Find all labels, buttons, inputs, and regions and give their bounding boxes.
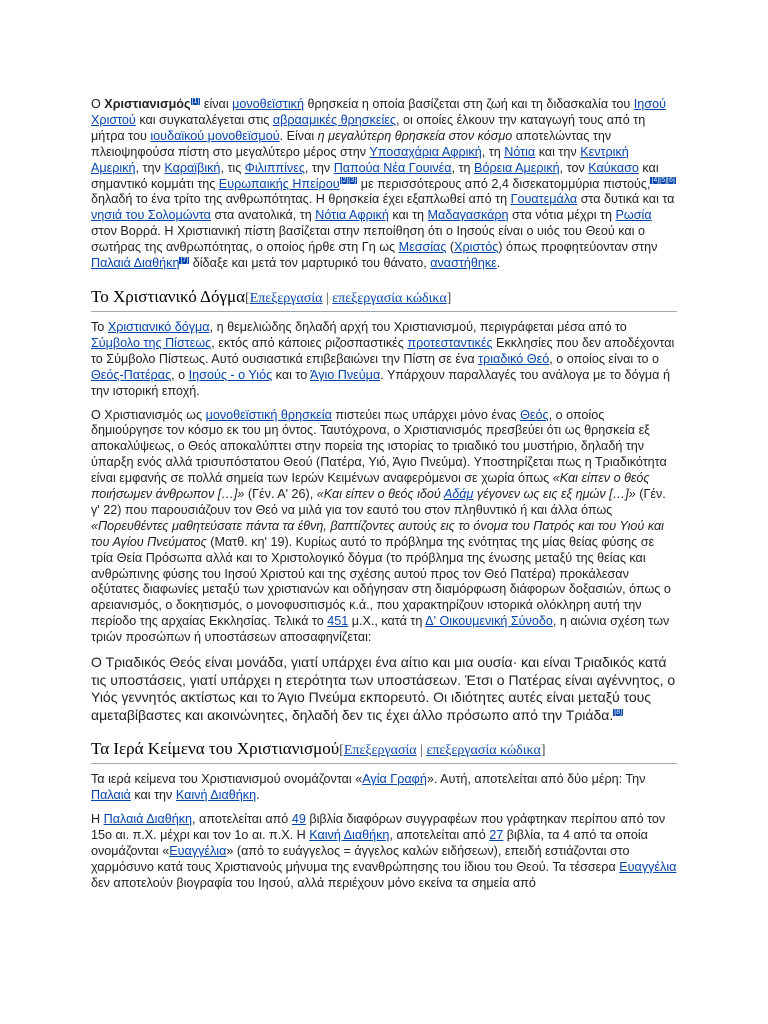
reference-mark[interactable] bbox=[179, 257, 189, 264]
italic-quote bbox=[317, 487, 636, 501]
bracket: [ bbox=[245, 290, 250, 306]
ref-link[interactable]: [4][5][6] bbox=[651, 177, 675, 185]
link-27[interactable]: 27 bbox=[489, 828, 504, 843]
link-central-america[interactable]: Κεντρική Αμερική bbox=[91, 144, 629, 175]
text: . Υπάρχουν παραλλαγές του ανάλογα με το δόγμα ή την ιστορική εποχή. bbox=[91, 367, 670, 398]
link-christian-dogma[interactable]: Χριστιανικό δόγμα bbox=[107, 319, 210, 334]
link-judaic-monotheism[interactable]: ιουδαϊκού μονοθεϊσμού bbox=[150, 128, 280, 143]
text: , η θεμελιώδης δηλαδή αρχή του Χριστιανισμού, περιγράφεται μέσα από το bbox=[209, 319, 627, 334]
text: είναι bbox=[200, 97, 233, 111]
link-holy-spirit[interactable]: Άγιο Πνεύμα bbox=[310, 367, 381, 382]
scriptures-paragraph-2 bbox=[91, 812, 677, 892]
link-fourth-council[interactable]: Δ' Οικουμενική Σύνοδο bbox=[425, 614, 553, 629]
text: , εκτός από κάποιες ριζοσπαστικές bbox=[211, 335, 408, 350]
section-heading-scriptures bbox=[91, 738, 677, 764]
quote-text: Ο Τριαδικός Θεός είναι μονάδα, γιατί υπάρχει ένα αίτιο και μια ουσία· και είναι Τριαδικός κατά τις υποστάσεις, γιατί υπάρχει η ετερότητα των υποστάσεων. Έτσι ο Πατέρας είναι αγέννητος, ο Υιός γεννητός ακτίστως και το Άγιο Πνεύμα εκπορευτό. Οι ιδιότητες αυτές είναι μεταξύ τους αμεταβίβαστες και ακοινώνητες, δηλαδή δεν τις έχει άλλο πρόσωπο από την Τριάδα. bbox=[91, 654, 676, 723]
text: και την bbox=[130, 788, 176, 803]
edit-link[interactable]: Επεξεργασία bbox=[343, 743, 417, 759]
edit-section-links bbox=[339, 743, 545, 758]
text: ) όπως προφητεύονταν στην bbox=[498, 240, 658, 255]
link-messiah[interactable]: Μεσσίας bbox=[398, 240, 447, 255]
ref-link[interactable]: [2][3] bbox=[340, 177, 357, 185]
link-god-father[interactable]: Θεός-Πατέρας bbox=[91, 367, 172, 382]
text: «Και είπεν ο θεός ιδού bbox=[316, 487, 444, 502]
link-north-america[interactable]: Βόρεια Αμερική bbox=[474, 160, 560, 175]
section-heading-dogma bbox=[91, 286, 677, 312]
link-south-america[interactable]: Νότια bbox=[504, 144, 536, 159]
link-451[interactable]: 451 bbox=[327, 614, 349, 629]
edit-link[interactable]: Επεξεργασία bbox=[249, 290, 323, 306]
text: βιβλία, τα 4 από τα οποία ονομάζονται « bbox=[91, 828, 648, 859]
text: (Ματθ. κη' 19). Κυρίως αυτό το πρόβλημα της ενότητας της μίας θείας φύσης σε τρία Θεία Πρόσωπα αλλά και το Χριστολογικό δόγμα (το πρόβλημα της ένωσης μεταξύ της θείας και ανθρώπινης φύσης του Ιησού Χριστού και της σχέσης αυτού προς τον Θεό Πατέρα) προκάλεσαν οξύτατες διαφωνίες μεταξύ των χριστιανών και οδήγησαν στη διαμόρφωση διάφορων δοξασιών, όπως ο αρειανισμός, ο δοκητισμός, ο μονοφυσιτισμός κ.ά., που χαρακτηρίζουν ιστορικά ολόκληρη αυτή την περίοδο της αρχαίας Εκκλησίας. Τελικά το bbox=[91, 534, 671, 629]
text: δεν αποτελούν βιογραφία του Ιησού, αλλά περιέχουν μόνο εκείνα τα σημεία από bbox=[91, 875, 536, 890]
text: . Είναι bbox=[279, 128, 318, 143]
link-god[interactable]: Θεός bbox=[520, 407, 549, 422]
text: δίδαξε και μετά τον μαρτυρικό του θάνατο, bbox=[189, 256, 431, 271]
ref-link[interactable]: [1] bbox=[191, 97, 200, 105]
link-jesus-son[interactable]: Ιησούς - ο Υιός bbox=[188, 367, 273, 382]
link-trinitarian-god[interactable]: τριαδικό Θεό bbox=[478, 351, 550, 366]
text: ». Αυτή, αποτελείται από δύο μέρη: Την bbox=[426, 772, 646, 787]
link-papua-new-guinea[interactable]: Παπούα Νέα Γουινέα bbox=[333, 160, 452, 175]
link-new-testament[interactable]: Καινή Διαθήκη bbox=[175, 788, 257, 803]
text: στα νότια μέχρι τη bbox=[508, 208, 616, 223]
text: , τη bbox=[481, 144, 505, 159]
text: Ο bbox=[91, 97, 105, 111]
text: , αποτελείται από bbox=[192, 812, 292, 827]
separator: | bbox=[322, 290, 333, 306]
reference-mark[interactable] bbox=[340, 177, 358, 184]
text: , ο οποίος είναι το ο bbox=[549, 351, 660, 366]
link-new-testament[interactable]: Καινή Διαθήκη bbox=[309, 828, 390, 843]
text: Ο Χριστιανισμός ως bbox=[91, 407, 206, 422]
text: και συγκαταλέγεται στις bbox=[135, 112, 273, 127]
text: δηλαδή το ένα τρίτο της ανθρωπότητας. Η θρησκεία έχει εξαπλωθεί από τη bbox=[91, 192, 511, 207]
text: , αποτελείται από bbox=[389, 828, 490, 843]
text: αποτελώντας την πλειοψηφούσα πίστη στο μεγαλύτερο μέρος στην bbox=[91, 128, 612, 159]
edit-source-link[interactable]: επεξεργασία κώδικα bbox=[426, 743, 541, 759]
italic-quote: «Και είπεν ο θεός ποιήσωμεν άνθρωπον […]» bbox=[91, 471, 650, 502]
link-monotheistic-religion[interactable]: μονοθεϊστική θρησκεία bbox=[205, 407, 332, 422]
link-old-testament[interactable]: Παλαιά Διαθήκη bbox=[91, 256, 180, 271]
edit-source-link[interactable]: επεξεργασία κώδικα bbox=[332, 290, 447, 306]
text: » (από το ευάγγελος = άγγελος καλών ειδήσεων), επειδή εστιάζονται στο χαρμόσυνο κατά τους Χριστιανούς μήνυμα της ενανθρώπησης του ίδιου του Θεού. Τα τέσσερα bbox=[91, 844, 630, 874]
text: Εκκλησίες που δεν αποδέχονται το Σύμβολο Πίστεως. Αυτό ουσιαστικά επιβεβαιώνει την Πίστη σε ένα bbox=[91, 335, 675, 366]
text: , τον bbox=[559, 160, 589, 175]
bracket: [ bbox=[339, 743, 344, 759]
link-gospels[interactable]: Ευαγγέλια bbox=[619, 860, 677, 874]
text: , η αιώνια σχέση των τριών προσώπων ή υποστάσεων αποσαφηνίζεται: bbox=[91, 614, 670, 645]
link-creed[interactable]: Σύμβολο της Πίστεως bbox=[91, 335, 212, 350]
bracket: ] bbox=[540, 743, 546, 759]
text: με περισσότερους από 2,4 δισεκατομμύρια πιστούς, bbox=[357, 176, 651, 191]
link-south-africa[interactable]: Νότια Αφρική bbox=[315, 208, 389, 223]
text: θρησκεία η οποία βασίζεται στη ζωή και τη διδασκαλία του bbox=[303, 97, 634, 111]
reference-mark[interactable] bbox=[613, 709, 623, 716]
text: , οι οποίες έλκουν την καταγωγή τους από τη μήτρα του bbox=[91, 112, 646, 143]
text: ( bbox=[446, 240, 455, 255]
text: γέγονεν ως εις εξ ημών […]» bbox=[473, 487, 636, 502]
link-protestant[interactable]: προτεσταντικές bbox=[407, 335, 493, 350]
link-adam[interactable]: Αδάμ bbox=[443, 487, 474, 502]
text: Το bbox=[91, 319, 108, 334]
article-content bbox=[91, 97, 677, 900]
link-holy-scripture[interactable]: Αγία Γραφή bbox=[362, 772, 427, 787]
text: και τη bbox=[388, 208, 428, 223]
link-subsaharan-africa[interactable]: Υποσαχάρια Αφρική bbox=[369, 144, 482, 159]
bracket: ] bbox=[446, 290, 452, 306]
text: , την bbox=[304, 160, 334, 175]
link-solomon-islands[interactable]: νησιά του Σολομώντα bbox=[91, 208, 211, 223]
separator: | bbox=[416, 743, 427, 759]
text: , την bbox=[135, 160, 165, 175]
ref-link[interactable]: [7] bbox=[180, 256, 189, 264]
text: στον Βορρά. Η Χριστιανική πίστη βασίζεται στην πεποίθηση ότι ο Ιησούς είναι ο υιός του Θεού και ο σωτήρας της ανθρωπότητας, ο οποίος ήρθε στη Γη ως bbox=[91, 224, 645, 255]
text: στα δυτικά και τα bbox=[577, 192, 675, 207]
text: (Γέν. Α' 26), bbox=[244, 487, 317, 502]
link-resurrected[interactable]: αναστήθηκε bbox=[430, 256, 497, 271]
text: , τις bbox=[220, 160, 245, 175]
link-philippines[interactable]: Φιλιππίνες bbox=[244, 160, 305, 175]
reference-mark[interactable] bbox=[191, 98, 201, 105]
link-abrahamic[interactable]: αβρααμικές θρησκείες bbox=[272, 112, 396, 127]
link-gospel[interactable]: Ευαγγέλια bbox=[169, 844, 227, 859]
link-monotheistic[interactable]: μονοθεϊστική bbox=[232, 97, 304, 111]
intro-paragraph bbox=[91, 97, 677, 272]
trinity-quote bbox=[91, 654, 677, 724]
text: (Γέν. γ' 22) που παρουσιάζουν τον Θεό να μιλά για τον εαυτό του στον πληθυντικό ή και άλλα όπως bbox=[91, 487, 666, 517]
title-bold: Χριστιανισμός bbox=[104, 97, 191, 111]
heading-text: Το Χριστιανικό Δόγμα bbox=[91, 286, 246, 306]
link-madagascar[interactable]: Μαδαγασκάρη bbox=[427, 208, 509, 223]
reference-mark[interactable] bbox=[650, 177, 675, 184]
link-russia[interactable]: Ρωσία bbox=[615, 208, 652, 223]
text: . bbox=[496, 256, 501, 271]
link-europe[interactable]: Ευρωπαικής Ηπείρου bbox=[218, 176, 340, 191]
italic-text: η μεγαλύτερη θρησκεία στον κόσμο bbox=[317, 128, 513, 143]
dogma-paragraph-1 bbox=[91, 320, 677, 400]
text: . bbox=[256, 788, 260, 803]
link-christos[interactable]: Χριστός bbox=[454, 240, 499, 255]
text: και το bbox=[272, 367, 311, 382]
text: , ο οποίος δημιούργησε τον κόσμο εκ του μη όντος. Ταυτόχρονα, ο Χριστιανισμός πρεσβεύει ότι ως θρησκεία εξ αποκαλύψεως, ο Θεός αποκαλύπτει στην πορεία της ιστορίας το τριαδικό του μυστήριο, δηλαδή την ύπαρξη ενός αλλά τρισυπόστατου Θεού (Πατέρα, Υιό, Άγιο Πνεύμα). Υποστηρίζεται πως η Τριαδικότητα είναι εμφανής σε πολλά σημεία των Ιερών Κειμένων αναφερόμενοι σε χωρία όπως bbox=[91, 407, 667, 486]
link-caribbean[interactable]: Καραϊβική bbox=[164, 160, 221, 175]
text: , ο bbox=[171, 367, 189, 382]
text: και σημαντικό κομμάτι της bbox=[91, 160, 659, 191]
edit-section-links bbox=[245, 291, 451, 306]
ref-link[interactable]: [8] bbox=[614, 709, 623, 717]
text: και την bbox=[535, 144, 581, 159]
link-guatemala[interactable]: Γουατεμάλα bbox=[510, 192, 578, 207]
link-old-testament[interactable]: Παλαιά Διαθήκη bbox=[103, 812, 193, 827]
scriptures-paragraph-1 bbox=[91, 772, 677, 804]
link-old[interactable]: Παλαιά bbox=[91, 788, 131, 803]
text: Τα ιερά κείμενα του Χριστιανισμού ονομάζονται « bbox=[91, 772, 363, 787]
text: πιστεύει πως υπάρχει μόνο ένας bbox=[331, 407, 521, 422]
link-caucasus[interactable]: Καύκασο bbox=[588, 160, 639, 175]
link-49[interactable]: 49 bbox=[291, 812, 306, 827]
heading-text: Τα Ιερά Κείμενα του Χριστιανισμού bbox=[91, 739, 340, 759]
text: Η bbox=[91, 812, 104, 827]
link-jesus[interactable]: Ιησού Χριστού bbox=[91, 97, 666, 127]
text: μ.Χ., κατά τη bbox=[348, 614, 426, 629]
dogma-paragraph-2 bbox=[91, 408, 677, 647]
text: , τη bbox=[451, 160, 475, 175]
text: στα ανατολικά, τη bbox=[210, 208, 316, 223]
italic-quote: «Πορευθέντες μαθητεύσατε πάντα τα έθνη, βαπτίζοντες αυτούς εις το όνομα του Πατρός και του Υιού και του Αγίου Πνεύματος bbox=[91, 518, 664, 549]
text: βιβλία διαφόρων συγγραφέων που γράφτηκαν περίπου από τον 15ο αι. π.Χ. μέχρι και τον 1ο αι. π.Χ. Η bbox=[91, 812, 666, 843]
